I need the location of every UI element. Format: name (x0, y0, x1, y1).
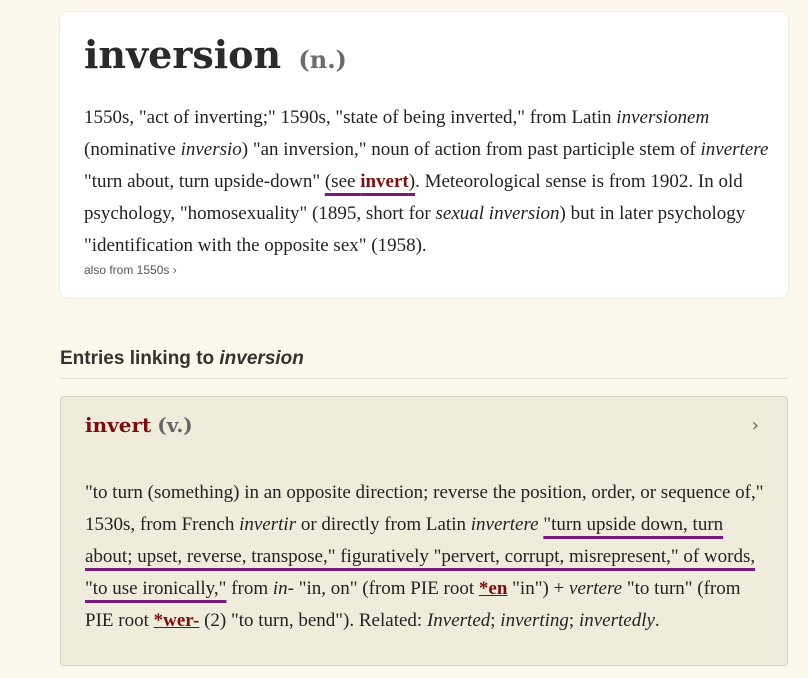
section-heading (60, 348, 304, 370)
def-text: "in") + (507, 578, 570, 599)
def-text: (2) "to turn, bend"). Related: (199, 610, 427, 631)
def-text: ; (568, 610, 579, 631)
def-text: (nominative (84, 139, 181, 160)
def-italic: invertere (470, 514, 539, 535)
def-text: ) but in later psychology "identification with the opposite sex" (1958). (84, 203, 746, 256)
entry-card (60, 12, 788, 298)
def-text: "in, on" (from PIE root (294, 578, 479, 599)
linked-entry-pos: (v.) (157, 413, 193, 437)
def-italic: invertere (700, 139, 769, 160)
def-text: ) "an inversion," noun of action from past participle stem of (241, 139, 701, 160)
def-italic: sexual inversion (435, 203, 560, 224)
invert-link[interactable]: invert (360, 171, 409, 192)
heading-word: inversion (219, 348, 304, 369)
def-text: "to turn (something) in an opposite direction; reverse the position, order, or sequence of," 1530s, from French (85, 482, 764, 535)
def-italic: inversionem (616, 107, 710, 128)
def-italic: invertedly (578, 610, 655, 631)
entry-definition (84, 102, 774, 262)
root-wer-link[interactable]: *wer- (153, 610, 200, 631)
entry-word: inversion (84, 32, 282, 77)
def-text: 1550s, "act of inverting;" 1590s, "state of being inverted," from Latin (84, 107, 617, 128)
def-italic: invertir (239, 514, 297, 535)
def-italic: inversio (180, 139, 242, 160)
def-text: . (654, 610, 660, 631)
entry-title (84, 32, 347, 83)
heading-prefix: Entries linking to (60, 348, 220, 369)
root-en-link[interactable]: *en (478, 578, 508, 599)
def-text: "turn about, turn upside-down" (84, 171, 325, 192)
def-text: "to turn" (from PIE root (85, 578, 741, 631)
section-divider (60, 378, 788, 379)
linked-entry-title[interactable] (85, 413, 193, 437)
chevron-right-icon[interactable]: › (751, 415, 759, 436)
also-from-link[interactable]: also from 1550s › (84, 263, 177, 277)
def-italic: vertere (569, 578, 623, 599)
entry-pos: (n.) (298, 45, 347, 74)
see-open: (see (324, 171, 361, 192)
linked-entry-definition (85, 477, 765, 637)
def-text: or directly from Latin (296, 514, 471, 535)
def-text: from (226, 578, 273, 599)
def-text: ; (490, 610, 501, 631)
def-italic: Inverted (426, 610, 491, 631)
linked-entry-word[interactable]: invert (85, 413, 152, 437)
meaning-annotation: "turn upside down, turn about; upset, reverse, transpose," figuratively "pervert, corrupt, misrepresent," of words, "to use ironically," (85, 514, 756, 599)
def-italic: inverting (500, 610, 569, 631)
def-text: . Meteorological sense is from 1902. In old psychology, "homosexuality" (1895, short for (84, 171, 743, 224)
see-close: ) (408, 171, 416, 192)
def-italic: in- (272, 578, 294, 599)
see-invert-annotation (325, 171, 415, 192)
linked-entry-card[interactable] (60, 396, 788, 666)
